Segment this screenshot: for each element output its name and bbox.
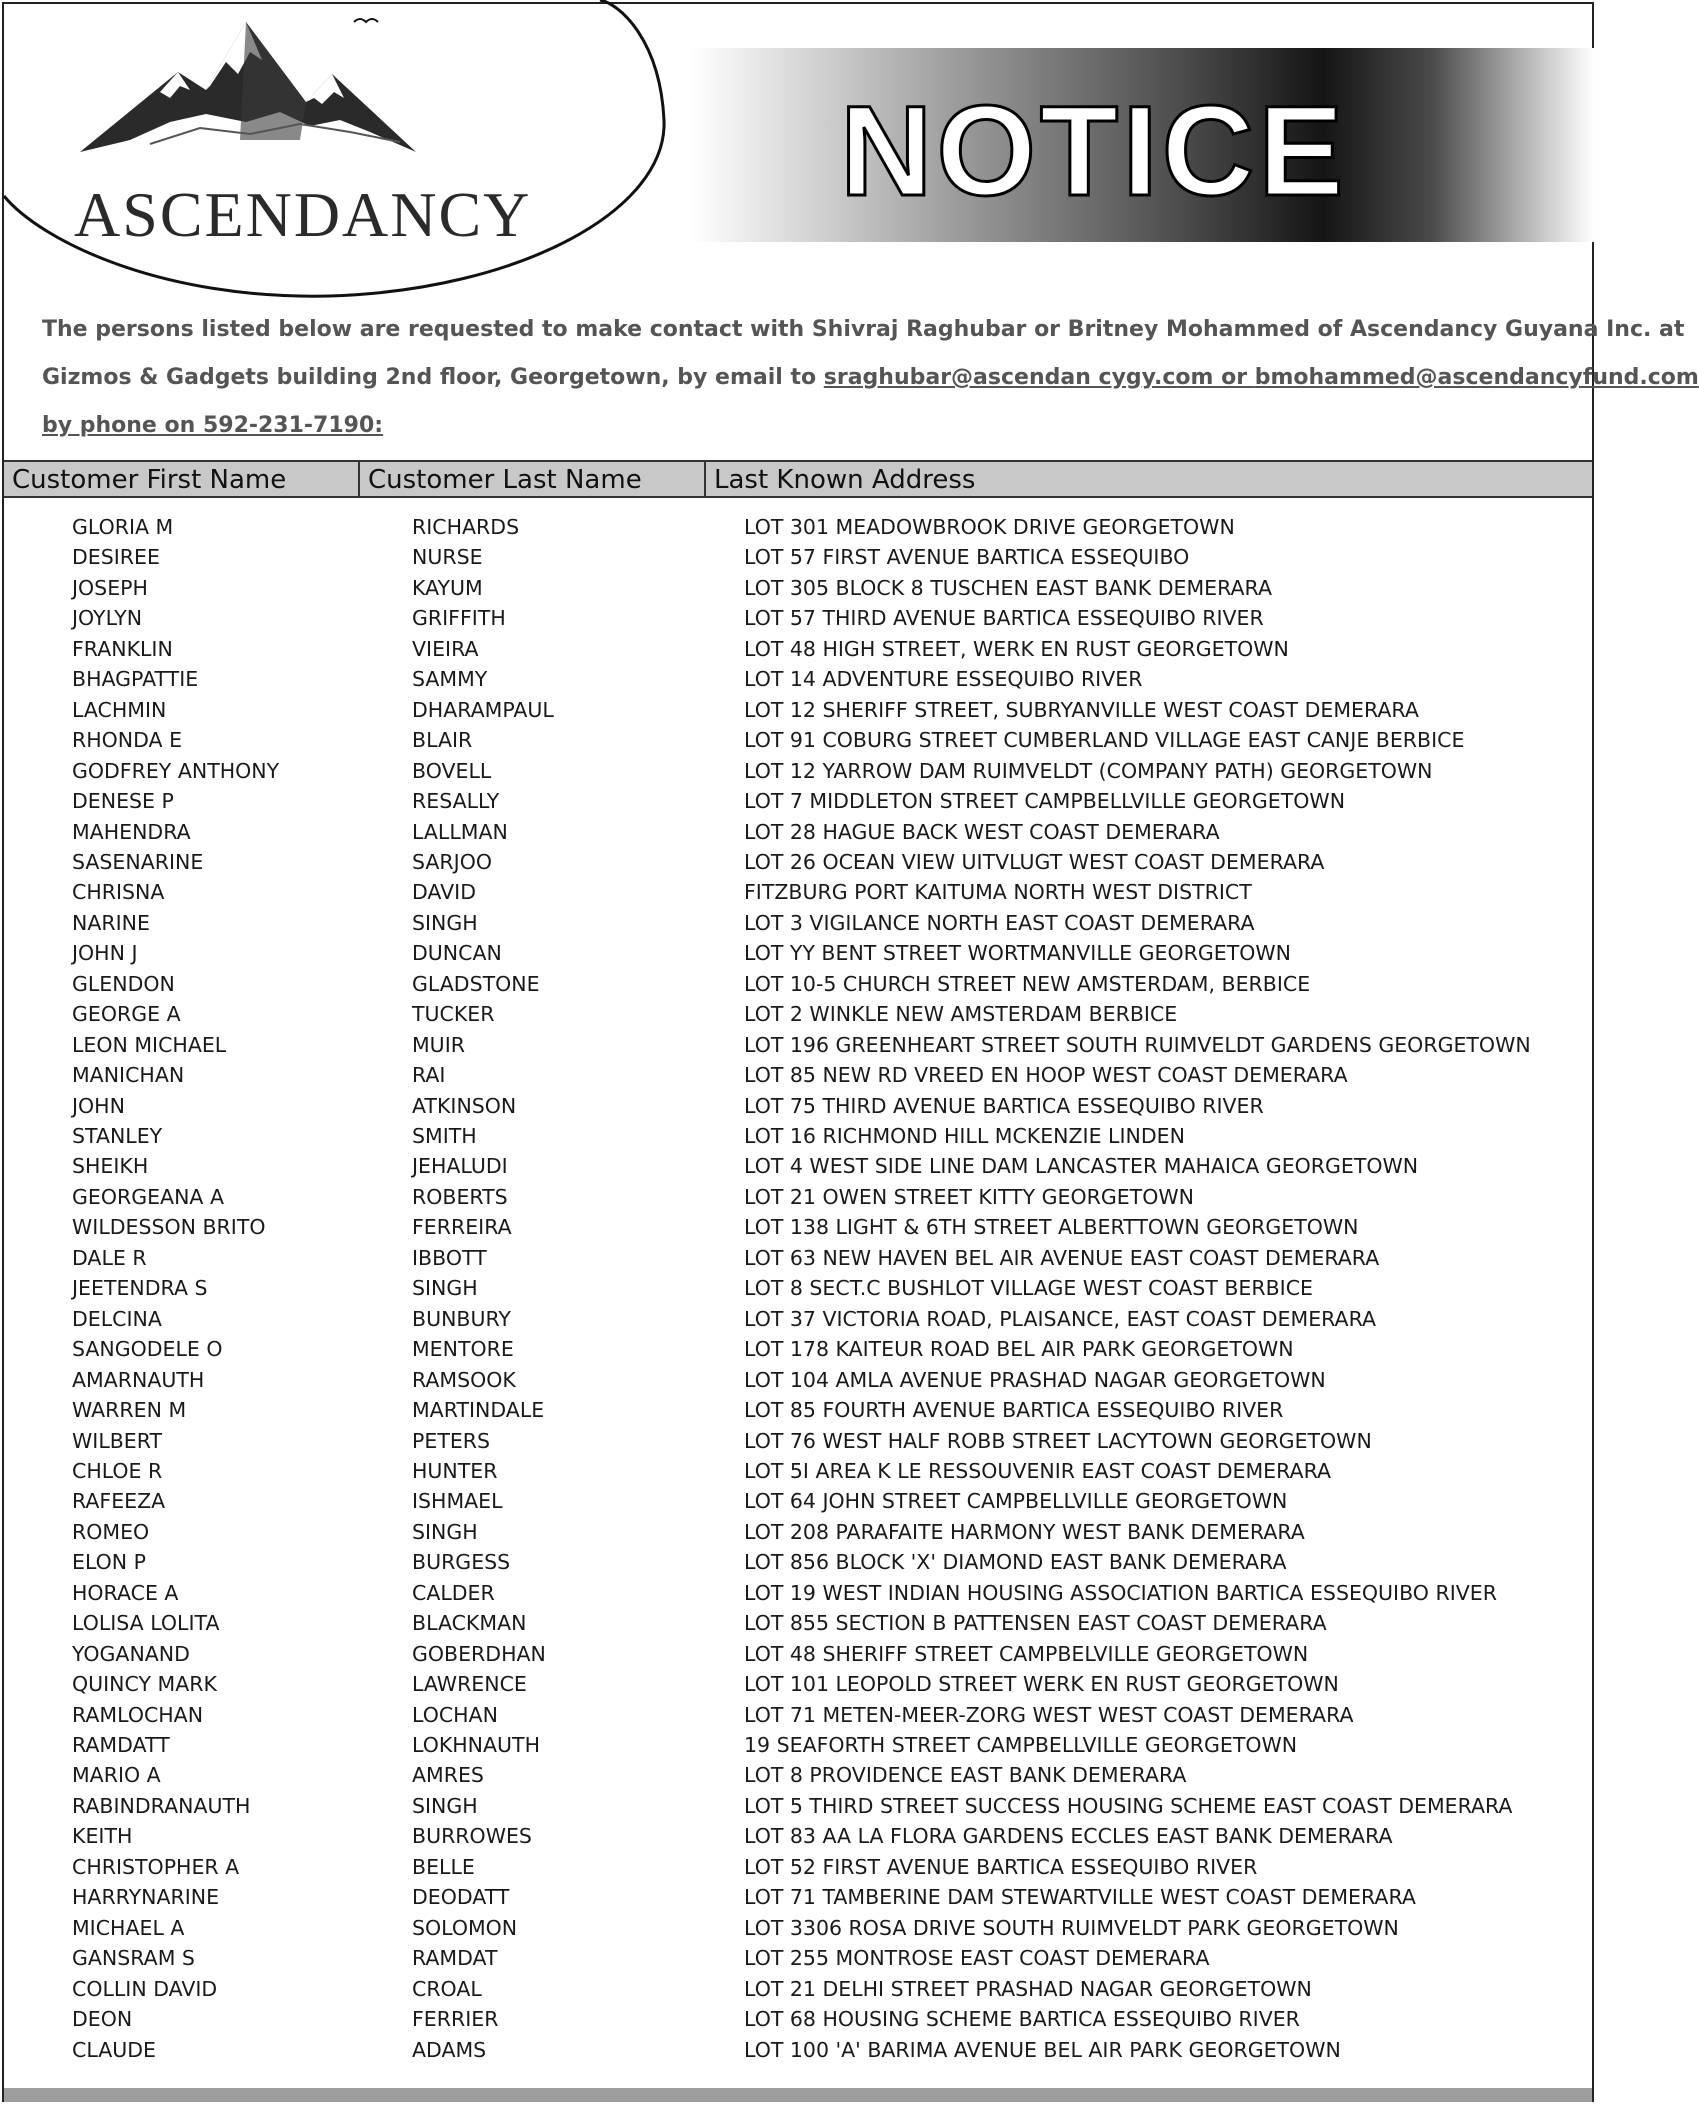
last-name-cell: MUIR <box>412 1032 465 1057</box>
table-row <box>0 1974 1598 2005</box>
header-first-name: Customer First Name <box>4 462 360 496</box>
table-row <box>0 1365 1598 1396</box>
first-name-cell: COLLIN DAVID <box>72 1976 218 2001</box>
last-name-cell: LAWRENCE <box>412 1672 527 1697</box>
last-name-cell: SOLOMON <box>412 1915 518 1940</box>
first-name-cell: GEORGEANA A <box>72 1184 224 1209</box>
first-name-cell: RAMLOCHAN <box>72 1702 204 1727</box>
first-name-cell: MANICHAN <box>72 1063 185 1088</box>
last-name-cell: IBBOTT <box>412 1245 487 1270</box>
table-row <box>0 999 1598 1030</box>
address-cell: LOT 208 PARAFAITE HARMONY WEST BANK DEMERARA <box>744 1519 1305 1544</box>
first-name-cell: CLAUDE <box>72 2037 156 2062</box>
table-row <box>0 725 1598 756</box>
first-name-cell: CHRISTOPHER A <box>72 1854 240 1879</box>
table-row <box>0 2035 1598 2066</box>
first-name-cell: QUINCY MARK <box>72 1672 217 1697</box>
table-row <box>0 573 1598 604</box>
footer-bar <box>4 2088 1592 2102</box>
last-name-cell: GLADSTONE <box>412 971 540 996</box>
last-name-cell: GRIFFITH <box>412 606 506 631</box>
first-name-cell: STANLEY <box>72 1124 163 1148</box>
address-cell: LOT 57 FIRST AVENUE BARTICA ESSEQUIBO <box>744 545 1190 570</box>
table-row <box>0 1091 1598 1122</box>
table-row <box>0 877 1598 908</box>
table-row <box>0 786 1598 817</box>
first-name-cell: JOHN J <box>72 941 138 966</box>
last-name-cell: LOKHNAUTH <box>412 1733 540 1757</box>
address-cell: 19 SEAFORTH STREET CAMPBELLVILLE GEORGETOWN <box>744 1733 1298 1757</box>
first-name-cell: DESIREE <box>72 545 160 570</box>
table-row <box>0 1730 1598 1761</box>
last-name-cell: SINGH <box>412 1519 478 1544</box>
first-name-cell: WILDESSON BRITO <box>72 1215 266 1240</box>
address-cell: LOT 101 LEOPOLD STREET WERK EN RUST GEORGETOWN <box>744 1672 1339 1697</box>
address-cell: LOT 104 AMLA AVENUE PRASHAD NAGAR GEORGETOWN <box>744 1367 1326 1392</box>
address-cell: LOT 196 GREENHEART STREET SOUTH RUIMVELDT GARDENS GEORGETOWN <box>744 1032 1531 1057</box>
table-row <box>0 1943 1598 1974</box>
address-cell: LOT 76 WEST HALF ROBB STREET LACYTOWN GEORGETOWN <box>744 1428 1372 1453</box>
address-cell: LOT 21 DELHI STREET PRASHAD NAGAR GEORGETOWN <box>744 1976 1312 2001</box>
table-row <box>0 1182 1598 1213</box>
last-name-cell: HUNTER <box>412 1458 498 1483</box>
first-name-cell: ROMEO <box>72 1519 150 1544</box>
table-row <box>0 1334 1598 1365</box>
first-name-cell: SHEIKH <box>72 1154 149 1179</box>
table-row <box>0 512 1598 543</box>
last-name-cell: VIEIRA <box>412 636 479 661</box>
contact-phone: by phone on 592-231-7190: <box>42 413 384 438</box>
first-name-cell: CHRISNA <box>72 880 165 905</box>
table-row <box>0 542 1598 573</box>
last-name-cell: ATKINSON <box>412 1093 517 1118</box>
last-name-cell: RAI <box>412 1063 446 1088</box>
first-name-cell: MARIO A <box>72 1763 161 1788</box>
table-row <box>0 908 1598 939</box>
address-cell: LOT 85 NEW RD VREED EN HOOP WEST COAST DEMERARA <box>744 1063 1348 1088</box>
first-name-cell: SANGODELE O <box>72 1337 223 1362</box>
mountain-icon <box>80 22 416 152</box>
last-name-cell: RAMSOOK <box>412 1367 516 1392</box>
email-separator: or <box>1213 365 1255 390</box>
table-row <box>0 1913 1598 1944</box>
address-cell: LOT 71 METEN-MEER-ZORG WEST WEST COAST DEMERARA <box>744 1702 1354 1727</box>
first-name-cell: WILBERT <box>72 1428 163 1453</box>
address-cell: LOT 100 'A' BARIMA AVENUE BEL AIR PARK GEORGETOWN <box>744 2037 1341 2062</box>
first-name-cell: HARRYNARINE <box>72 1885 220 1910</box>
last-name-cell: SINGH <box>412 1276 478 1301</box>
first-name-cell: GEORGE A <box>72 1002 181 1027</box>
address-cell: LOT 138 LIGHT & 6TH STREET ALBERTTOWN GEORGETOWN <box>744 1215 1359 1240</box>
last-name-cell: DEODATT <box>412 1885 510 1910</box>
first-name-cell: DELCINA <box>72 1306 162 1331</box>
address-cell: LOT 48 SHERIFF STREET CAMPBELVILLE GEORGETOWN <box>744 1641 1309 1666</box>
address-cell: LOT 5I AREA K LE RESSOUVENIR EAST COAST DEMERARA <box>744 1458 1332 1483</box>
table-row <box>0 1030 1598 1061</box>
table-row <box>0 1060 1598 1091</box>
first-name-cell: HORACE A <box>72 1580 179 1605</box>
address-cell: LOT 21 OWEN STREET KITTY GEORGETOWN <box>744 1184 1194 1209</box>
notice-title: NOTICE <box>840 80 1348 223</box>
first-name-cell: FRANKLIN <box>72 636 173 661</box>
address-cell: LOT 91 COBURG STREET CUMBERLAND VILLAGE EAST CANJE BERBICE <box>744 728 1465 753</box>
address-cell: LOT 14 ADVENTURE ESSEQUIBO RIVER <box>744 667 1143 692</box>
last-name-cell: MENTORE <box>412 1337 514 1362</box>
address-cell: LOT 75 THIRD AVENUE BARTICA ESSEQUIBO RIVER <box>744 1093 1264 1118</box>
table-row <box>0 847 1598 878</box>
address-cell: LOT 305 BLOCK 8 TUSCHEN EAST BANK DEMERARA <box>744 575 1272 600</box>
address-cell: LOT 255 MONTROSE EAST COAST DEMERARA <box>744 1946 1210 1971</box>
last-name-cell: RAMDAT <box>412 1946 498 1971</box>
first-name-cell: KEITH <box>72 1824 133 1849</box>
address-cell: LOT 28 HAGUE BACK WEST COAST DEMERARA <box>744 819 1220 844</box>
first-name-cell: RAMDATT <box>72 1733 170 1757</box>
last-name-cell: NURSE <box>412 545 483 570</box>
address-cell: LOT 57 THIRD AVENUE BARTICA ESSEQUIBO RIVER <box>744 606 1264 631</box>
first-name-cell: BHAGPATTIE <box>72 667 199 692</box>
last-name-cell: LALLMAN <box>412 819 508 844</box>
first-name-cell: MAHENDRA <box>72 819 191 844</box>
table-row <box>0 603 1598 634</box>
address-cell: LOT 12 SHERIFF STREET, SUBRYANVILLE WEST COAST DEMERARA <box>744 697 1419 722</box>
first-name-cell: GODFREY ANTHONY <box>72 758 280 783</box>
intro-text <box>42 306 1699 450</box>
last-name-cell: SINGH <box>412 1793 478 1818</box>
contact-email-1[interactable]: sraghubar@ascendan cygy.com <box>823 365 1214 390</box>
address-cell: LOT 301 MEADOWBROOK DRIVE GEORGETOWN <box>744 515 1235 539</box>
table-row <box>0 938 1598 969</box>
last-name-cell: RESALLY <box>412 789 500 814</box>
address-cell: LOT 10-5 CHURCH STREET NEW AMSTERDAM, BERBICE <box>744 971 1311 996</box>
last-name-cell: SMITH <box>412 1124 477 1148</box>
table-header <box>4 460 1592 498</box>
address-cell: LOT 68 HOUSING SCHEME BARTICA ESSEQUIBO RIVER <box>744 2007 1300 2032</box>
last-name-cell: BURROWES <box>412 1824 532 1849</box>
table-row <box>0 1273 1598 1304</box>
last-name-cell: BUNBURY <box>412 1306 511 1331</box>
table-row <box>0 1486 1598 1517</box>
first-name-cell: WARREN M <box>72 1398 187 1423</box>
address-cell: LOT 8 SECT.C BUSHLOT VILLAGE WEST COAST BERBICE <box>744 1276 1313 1301</box>
address-cell: LOT 64 JOHN STREET CAMPBELLVILLE GEORGETOWN <box>744 1489 1288 1514</box>
table-row <box>0 1669 1598 1700</box>
table-row <box>0 1639 1598 1670</box>
last-name-cell: ROBERTS <box>412 1184 508 1209</box>
address-cell: LOT 856 BLOCK 'X' DIAMOND EAST BANK DEMERARA <box>744 1550 1287 1575</box>
address-cell: LOT 26 OCEAN VIEW UITVLUGT WEST COAST DEMERARA <box>744 849 1325 874</box>
address-cell: LOT 37 VICTORIA ROAD, PLAISANCE, EAST COAST DEMERARA <box>744 1306 1377 1331</box>
first-name-cell: CHLOE R <box>72 1458 163 1483</box>
intro-line-2 <box>42 354 1699 402</box>
bird-icon <box>354 19 378 22</box>
table-row <box>0 1852 1598 1883</box>
table-row <box>0 1791 1598 1822</box>
table-row <box>0 1821 1598 1852</box>
header-address: Last Known Address <box>714 465 976 495</box>
intro-line-1: The persons listed below are requested to make contact with Shivraj Raghubar or Britney Mohammed of Ascendancy Guyana Inc. at <box>42 317 1685 342</box>
table-row <box>0 1608 1598 1639</box>
brand-name: ASCENDANCY <box>74 179 532 250</box>
address-cell: LOT 4 WEST SIDE LINE DAM LANCASTER MAHAICA GEORGETOWN <box>744 1154 1419 1179</box>
last-name-cell: RICHARDS <box>412 515 520 539</box>
table-row <box>0 695 1598 726</box>
first-name-cell: NARINE <box>72 910 150 935</box>
last-name-cell: ADAMS <box>412 2037 487 2062</box>
last-name-cell: SARJOO <box>412 849 492 874</box>
table-row <box>0 969 1598 1000</box>
last-name-cell: AMRES <box>412 1763 484 1788</box>
last-name-cell: LOCHAN <box>412 1702 498 1727</box>
table-row <box>0 634 1598 665</box>
table-row <box>0 1456 1598 1487</box>
first-name-cell: GANSRAM S <box>72 1946 195 1971</box>
table-row <box>0 664 1598 695</box>
table-row <box>0 1121 1598 1152</box>
address-cell: LOT 16 RICHMOND HILL MCKENZIE LINDEN <box>744 1124 1185 1148</box>
table-row <box>0 2004 1598 2035</box>
last-name-cell: JEHALUDI <box>412 1154 508 1179</box>
table-row <box>0 817 1598 848</box>
first-name-cell: LOLISA LOLITA <box>72 1611 220 1636</box>
table-row <box>0 1212 1598 1243</box>
last-name-cell: SINGH <box>412 910 478 935</box>
first-name-cell: SASENARINE <box>72 849 204 874</box>
address-cell: LOT 855 SECTION B PATTENSEN EAST COAST DEMERARA <box>744 1611 1327 1636</box>
table-row <box>0 1578 1598 1609</box>
first-name-cell: DENESE P <box>72 789 174 814</box>
table-row <box>0 1304 1598 1335</box>
first-name-cell: RABINDRANAUTH <box>72 1793 251 1818</box>
last-name-cell: DHARAMPAUL <box>412 697 554 722</box>
address-cell: LOT 5 THIRD STREET SUCCESS HOUSING SCHEME EAST COAST DEMERARA <box>744 1793 1513 1818</box>
address-cell: LOT 63 NEW HAVEN BEL AIR AVENUE EAST COAST DEMERARA <box>744 1245 1380 1270</box>
first-name-cell: MICHAEL A <box>72 1915 185 1940</box>
last-name-cell: BOVELL <box>412 758 492 783</box>
last-name-cell: GOBERDHAN <box>412 1641 546 1666</box>
address-cell: LOT 12 YARROW DAM RUIMVELDT (COMPANY PATH) GEORGETOWN <box>744 758 1433 783</box>
address-cell: LOT YY BENT STREET WORTMANVILLE GEORGETOWN <box>744 941 1291 966</box>
last-name-cell: DUNCAN <box>412 941 502 966</box>
address-cell: LOT 178 KAITEUR ROAD BEL AIR PARK GEORGETOWN <box>744 1337 1294 1362</box>
first-name-cell: GLENDON <box>72 971 175 996</box>
address-cell: LOT 19 WEST INDIAN HOUSING ASSOCIATION BARTICA ESSEQUIBO RIVER <box>744 1580 1497 1605</box>
last-name-cell: BELLE <box>412 1854 475 1879</box>
address-cell: LOT 3 VIGILANCE NORTH EAST COAST DEMERARA <box>744 910 1255 935</box>
last-name-cell: FERRIER <box>412 2007 499 2032</box>
last-name-cell: CROAL <box>412 1976 482 2001</box>
first-name-cell: DEON <box>72 2007 133 2032</box>
address-cell: FITZBURG PORT KAITUMA NORTH WEST DISTRICT <box>744 880 1252 905</box>
table-row <box>0 1700 1598 1731</box>
table-row <box>0 1517 1598 1548</box>
ascendancy-logo <box>0 0 670 300</box>
first-name-cell: GLORIA M <box>72 515 174 539</box>
address-cell: LOT 7 MIDDLETON STREET CAMPBELLVILLE GEORGETOWN <box>744 789 1346 814</box>
last-name-cell: DAVID <box>412 880 476 905</box>
address-cell: LOT 48 HIGH STREET, WERK EN RUST GEORGETOWN <box>744 636 1289 661</box>
table-row <box>0 1760 1598 1791</box>
last-name-cell: BURGESS <box>412 1550 511 1575</box>
first-name-cell: JOSEPH <box>72 575 148 600</box>
address-cell: LOT 3306 ROSA DRIVE SOUTH RUIMVELDT PARK GEORGETOWN <box>744 1915 1399 1940</box>
address-cell: LOT 8 PROVIDENCE EAST BANK DEMERARA <box>744 1763 1187 1788</box>
last-name-cell: PETERS <box>412 1428 491 1453</box>
first-name-cell: AMARNAUTH <box>72 1367 205 1392</box>
first-name-cell: YOGANAND <box>72 1641 190 1666</box>
first-name-cell: ELON P <box>72 1550 146 1575</box>
first-name-cell: LEON MICHAEL <box>72 1032 227 1057</box>
table-row <box>0 1395 1598 1426</box>
address-cell: LOT 52 FIRST AVENUE BARTICA ESSEQUIBO RIVER <box>744 1854 1258 1879</box>
address-cell: LOT 2 WINKLE NEW AMSTERDAM BERBICE <box>744 1002 1178 1027</box>
table-row <box>0 1151 1598 1182</box>
first-name-cell: RAFEEZA <box>72 1489 166 1514</box>
first-name-cell: LACHMIN <box>72 697 167 722</box>
last-name-cell: BLAIR <box>412 728 473 753</box>
table-row <box>0 1243 1598 1274</box>
address-cell: LOT 71 TAMBERINE DAM STEWARTVILLE WEST COAST DEMERARA <box>744 1885 1416 1910</box>
address-cell: LOT 85 FOURTH AVENUE BARTICA ESSEQUIBO RIVER <box>744 1398 1284 1423</box>
table-row <box>0 1426 1598 1457</box>
address-cell: LOT 83 AA LA FLORA GARDENS ECCLES EAST BANK DEMERARA <box>744 1824 1393 1849</box>
first-name-cell: DALE R <box>72 1245 147 1270</box>
last-name-cell: KAYUM <box>412 575 483 600</box>
last-name-cell: BLACKMAN <box>412 1611 527 1636</box>
last-name-cell: CALDER <box>412 1580 495 1605</box>
intro-line-2-prefix: Gizmos & Gadgets building 2nd floor, Georgetown, by email to <box>42 365 824 390</box>
last-name-cell: TUCKER <box>412 1002 495 1027</box>
last-name-cell: FERREIRA <box>412 1215 512 1240</box>
contact-email-2[interactable]: bmohammed@ascendancyfund.com <box>1254 365 1699 390</box>
table-row <box>0 756 1598 787</box>
last-name-cell: SAMMY <box>412 667 488 692</box>
last-name-cell: ISHMAEL <box>412 1489 503 1514</box>
first-name-cell: JOHN <box>72 1093 125 1118</box>
table-row <box>0 1547 1598 1578</box>
header-last-name: Customer Last Name <box>360 462 706 496</box>
first-name-cell: JEETENDRA S <box>72 1276 208 1301</box>
first-name-cell: RHONDA E <box>72 728 183 753</box>
table-row <box>0 1882 1598 1913</box>
first-name-cell: JOYLYN <box>72 606 143 631</box>
last-name-cell: MARTINDALE <box>412 1398 545 1423</box>
